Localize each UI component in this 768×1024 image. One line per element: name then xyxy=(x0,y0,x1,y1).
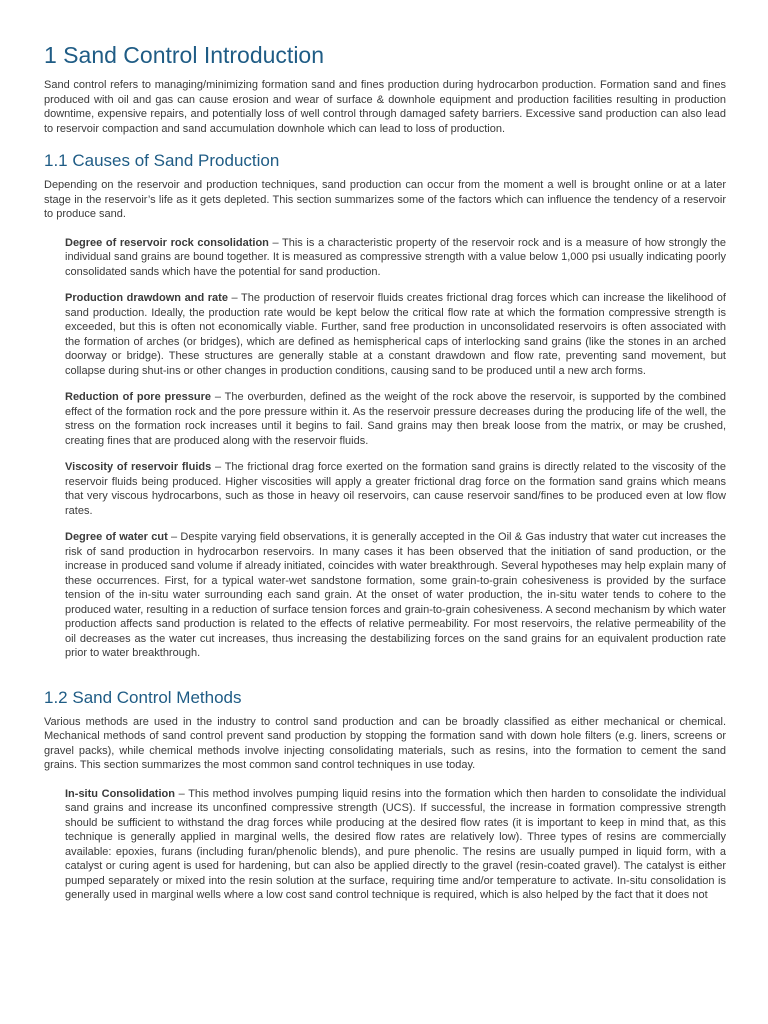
cause-term: Production drawdown and rate xyxy=(65,292,228,304)
section-intro-methods: Various methods are used in the industry to control sand production and can be broadly classified as either mechanical or chemical. Mechanical methods of sand control prevent sand production by stopping the formation sand with down hole filters (e.g. liners, screens or gravel packs), while chemical methods involve injecting consolidating materials, such as resins, into the formation to cement the sand grains. This section summarizes the most common sand control techniques in use today. xyxy=(44,715,726,771)
section-causes xyxy=(44,150,726,661)
cause-term: Degree of water cut xyxy=(65,531,168,543)
cause-text: – The overburden, defined as the weight of the rock above the reservoir, is supported by the combined effect of the formation rock and the pore pressure within it. As the reservoir pressure decreases during the producing life of the well, the stress on the formation rock increases until it begins to fail. Sand grains may then break loose from the matrix, or may be crushed, creating fines that are produced along with the reservoir fluids. xyxy=(65,391,726,447)
cause-item-pore-pressure xyxy=(65,390,726,448)
section-heading-methods: 1.2 Sand Control Methods xyxy=(44,687,242,707)
section-heading-causes: 1.1 Causes of Sand Production xyxy=(44,151,280,170)
cause-item-water-cut xyxy=(65,530,726,661)
cause-text: – The production of reservoir fluids creates frictional drag forces which can increase the likelihood of sand production. Ideally, the production rate would be kept below the critical flow rate at which the formation compressive strength is exceeded, but this is often not economically viable. Further, sand free production in unconsolidated reservoirs is often associated with the formation of arches (or bridges), which are defined as hemispherical caps of interlocking sand grains (like the stones in an arched doorway or bridge). These structures are generally stable at a constant drawdown and flow rate, preventing sand movement, but collapse during shut-ins or other changes in production conditions, causing sand to be produced until a new arch forms. xyxy=(65,292,726,377)
cause-term: Viscosity of reservoir fluids xyxy=(65,461,212,473)
method-text: – This method involves pumping liquid resins into the formation which then harden to consolidate the individual sand grains and increase its unconfined compressive strength (UCS). If successful, the increase in formation compressive strength should be sufficient to withstand the drag forces while producing at the desired flow rates (it is important to keep in mind that, as this technique is generally applied in marginal wells, the desired flow rates are relatively low). Three types of resins are commercially available: epoxies, furans (including furan/phenolic blends), and pure phenolic. The resins are usually pumped in liquid form, with a catalyst or curing agent is used for hardening, but can also be applied directly to the gravel (resin-coated gravel). The catalyst is either pumped separately or mixed into the resin solution at the surface, requiring time and/or temperature to activate. In-situ consolidation is generally used in marginal wells where a low cost sand control technique is required, which is also helped by the fact that it does not xyxy=(65,787,726,901)
cause-text: – The frictional drag force exerted on the formation sand grains is directly related to the viscosity of the reservoir fluids being produced. Higher viscosities will apply a greater frictional drag force on the formation sand grains which means that very viscous hydrocarbons, such as those in heavy oil reservoirs, can cause reservoir sand/fines to be produced even at low flow rates. xyxy=(65,461,727,517)
page-title: 1 Sand Control Introduction xyxy=(44,42,325,68)
cause-item-consolidation xyxy=(65,236,726,280)
intro-paragraph: Sand control refers to managing/minimizing formation sand and fines production during hydrocarbon production. Formation sand and fines produced with oil and gas can cause erosion and wear of surface & downhole equipment and production facilities resulting in production downtime, expensive repairs, and potentially loss of well control through damaged safety barriers. Excessive sand production can also lead to reservoir compaction and sand accumulation downhole which can lead to loss of production. xyxy=(44,79,726,135)
cause-term: Degree of reservoir rock consolidation xyxy=(65,236,269,249)
method-item-in-situ xyxy=(65,787,726,903)
section-intro-causes: Depending on the reservoir and production techniques, sand production can occur from the moment a well is brought online or at a later stage in the reservoir’s life as it gets depleted. This section summarizes some of the factors which can influence the tendency of a reservoir to produce sand. xyxy=(44,179,726,220)
cause-text: – This is a characteristic property of the reservoir rock and is a measure of how strongly the individual sand grains are bound together. It is measured as compressive strength with a value below 1,000 psi usually indicating poorly consolidated sands which have the potential for sand production. xyxy=(65,236,726,278)
cause-text: – Despite varying field observations, it is generally accepted in the Oil & Gas industry that water cut increases the risk of sand production in hydrocarbon reservoirs. In many cases it has been observed that the initiation of sand production, or the increase in produced sand volume if already initiated, coincides with water breakthrough. Several hypotheses may help explain many of these occurrences. First, for a typical water-wet sandstone formation, some grain-to-grain cohesiveness is provided by the surface tension of the in-situ water surrounding each sand grain. At the onset of water production, the in-situ water tends to cohere to the produced water, resulting in a reduction of surface tension forces and grain-to-grain cohesiveness. A second mechanism by which water production affects sand production is related to the effects of relative permeability. For most reservoirs, the relative permeability of the oil decreases as the water cut increases, thus increasing the destabilizing forces on the sand grains for an equivalent production rate prior to water breakthrough. xyxy=(65,531,726,659)
method-term: In-situ Consolidation xyxy=(65,787,175,800)
cause-item-viscosity xyxy=(65,460,726,518)
cause-item-drawdown xyxy=(65,291,726,378)
cause-term: Reduction of pore pressure xyxy=(65,391,212,403)
document-page xyxy=(44,40,726,915)
section-methods xyxy=(44,687,726,903)
